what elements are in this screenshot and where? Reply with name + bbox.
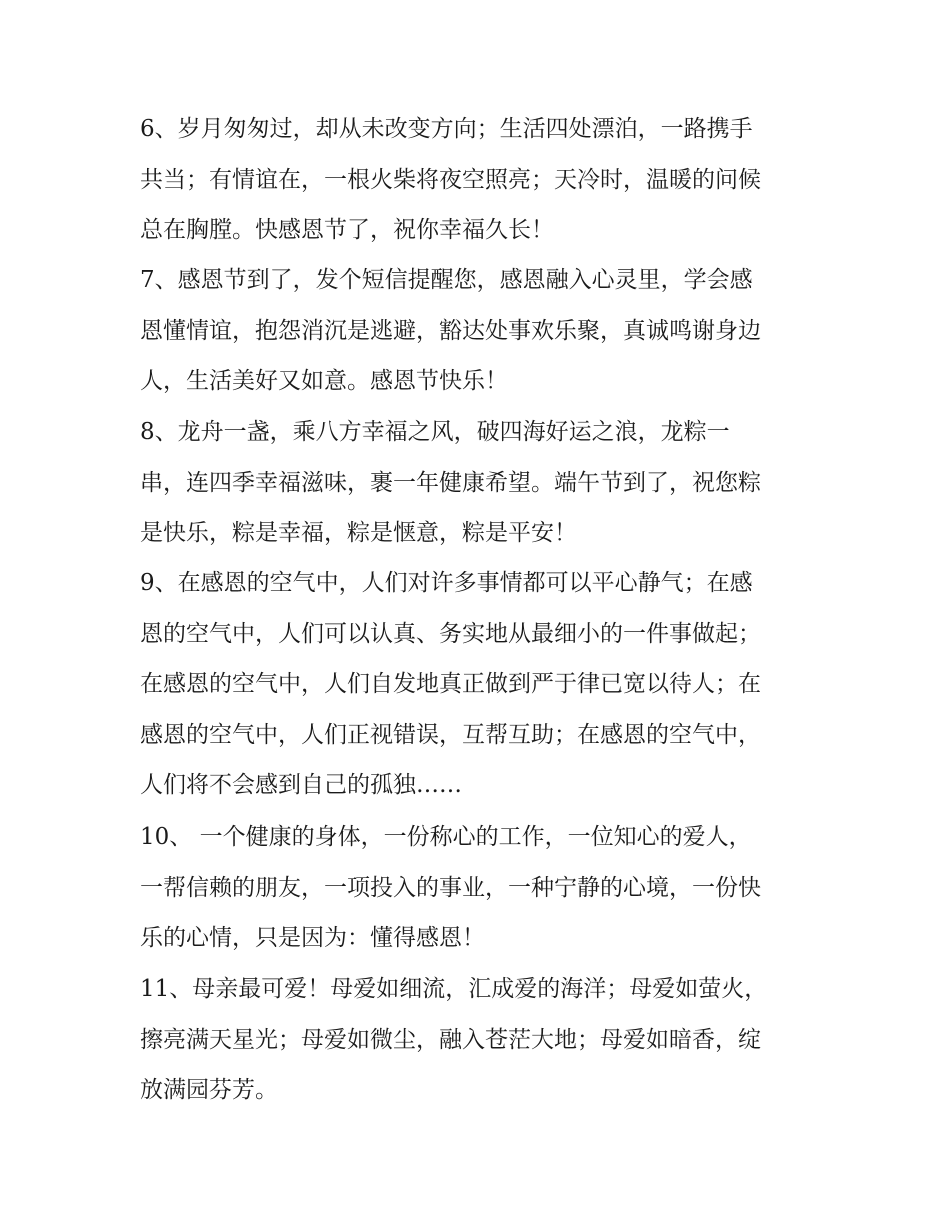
paragraph-9 xyxy=(140,558,761,811)
paragraph-line: 一帮信赖的朋友，一项投入的事业，一种宁静的心境，一份快 xyxy=(140,874,761,901)
paragraph-line: 11、母亲最可爱！母爱如细流，汇成爱的海洋；母爱如萤火， xyxy=(140,976,768,1002)
paragraph-line: 擦亮满天星光；母爱如微尘，融入苍茫大地；母爱如暗香，绽 xyxy=(140,1026,761,1053)
paragraph-line: 8、龙舟一盏，乘八方幸福之风，破四海好运之浪，龙粽一 xyxy=(140,419,730,445)
paragraph-7 xyxy=(140,255,761,407)
paragraph-line: 在感恩的空气中，人们自发地真正做到严于律已宽以待人；在 xyxy=(140,671,761,697)
paragraph-line: 乐的心情，只是因为：懂得感恩！ xyxy=(140,925,485,951)
paragraph-line: 共当；有情谊在，一根火柴将夜空照亮；天冷时，温暖的问候 xyxy=(140,166,761,193)
paragraph-line: 7、感恩节到了，发个短信提醒您，感恩融入心灵里，学会感 xyxy=(140,267,753,293)
paragraph-line: 总在胸膛。快感恩节了，祝你幸福久长！ xyxy=(140,217,554,243)
paragraph-line: 感恩的空气中，人们正视错误，互帮互助；在感恩的空气中， xyxy=(140,721,761,748)
paragraph-line: 9、在感恩的空气中，人们对许多事情都可以平心静气；在感 xyxy=(140,570,753,596)
paragraph-line: 恩懂情谊，抱怨消沉是逃避，豁达处事欢乐聚，真诚鸣谢身边 xyxy=(140,317,761,344)
paragraph-line: 是快乐，粽是幸福，粽是惬意，粽是平安！ xyxy=(140,520,577,546)
paragraph-6 xyxy=(140,104,761,256)
paragraph-line: 放满园芬芳。 xyxy=(140,1077,278,1103)
paragraph-line: 10、 一个健康的身体，一份称心的工作，一位知心的爱人， xyxy=(140,824,752,850)
paragraph-line: 人，生活美好又如意。感恩节快乐！ xyxy=(140,368,508,394)
paragraph-line: 串，连四季幸福滋味，裹一年健康希望。端午节到了，祝您粽 xyxy=(140,469,761,496)
paragraph-line: 人们将不会感到自己的孤独…… xyxy=(140,772,462,798)
paragraph-10 xyxy=(140,812,761,964)
paragraph-line: 6、岁月匆匆过，却从未改变方向；生活四处漂泊，一路携手 xyxy=(140,116,753,142)
paragraph-11 xyxy=(140,964,767,1116)
paragraph-line: 恩的空气中，人们可以认真、务实地从最细小的一件事做起； xyxy=(140,620,761,647)
paragraph-8 xyxy=(140,407,761,559)
